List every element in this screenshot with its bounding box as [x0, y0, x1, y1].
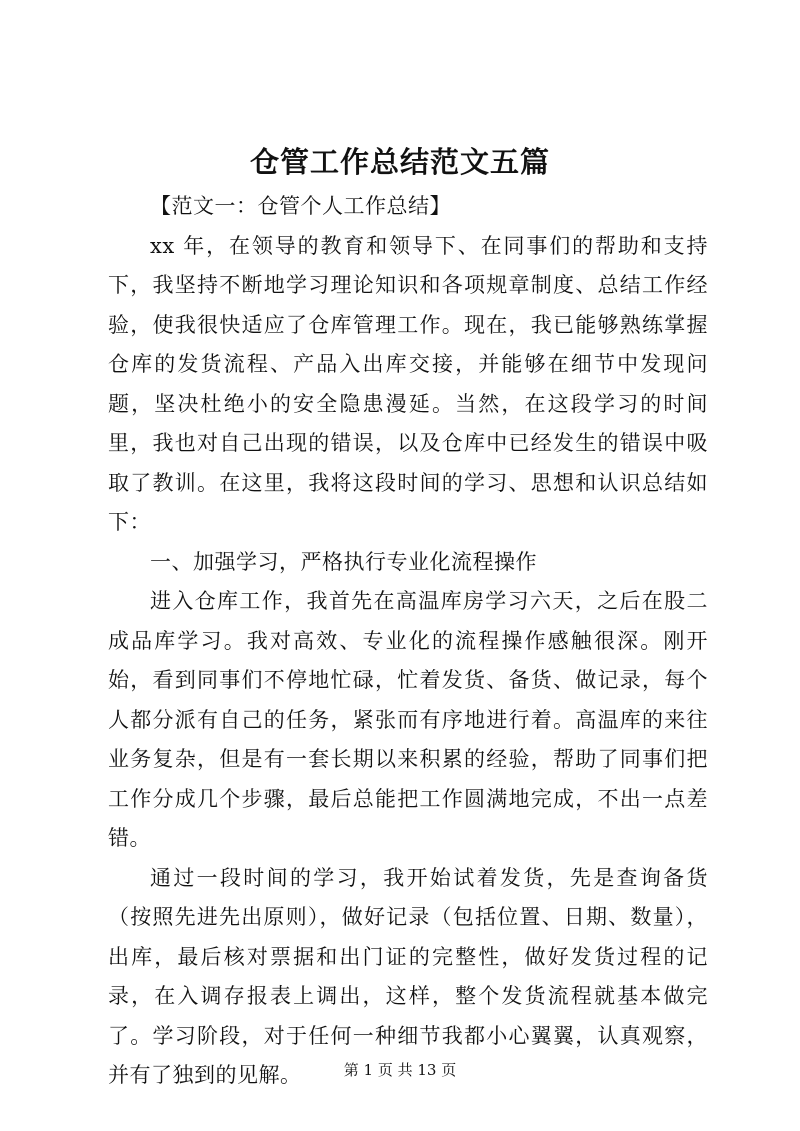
document-title: 仓管工作总结范文五篇 — [249, 145, 550, 179]
paragraph: 进入仓库工作，我首先在高温库房学习六天，之后在股二成品库学习。我对高效、专业化的流程操作感触很深。刚开始，看到同事们不停地忙碌，忙着发货、备货、做记录，每个人都分派有自己的任务，紧张而有序地进行着。高温库的来往业务复杂，但是有一套长期以来积累的经验，帮助了同事们把工作分成几个步骤，最后总能把工作圆满地完成，不出一点差错。 — [108, 589, 708, 850]
document-body — [108, 187, 708, 1096]
paragraph: 通过一段时间的学习，我开始试着发货，先是查询备货（按照先进先出原则），做好记录（包括位置、日期、数量），出库，最后核对票据和出门证的完整性，做好发货过程的记录，在入调存报表上调出，这样，整个发货流程就基本做完了。学习阶段，对于任何一种细节我都小心翼翼，认真观察，并有了独到的见解。 — [108, 865, 708, 1087]
paragraph: xx 年，在领导的教育和领导下、在同事们的帮助和支持下，我坚持不断地学习理论知识和各项规章制度、总结工作经验，使我很快适应了仓库管理工作。现在，我已能够熟练掌握仓库的发货流程、产品入出库交接，并能够在细节中发现问题，坚决杜绝小的安全隐患漫延。当然，在这段学习的时间里，我也对自己出现的错误，以及仓库中已经发生的错误中吸取了教训。在这里，我将这段时间的学习、思想和认识总结如下： — [108, 233, 708, 534]
page-footer: 第 1 页 共 13 页 — [343, 1061, 457, 1079]
section-heading: 【范文一：仓管个人工作总结】 — [150, 194, 451, 218]
subheading: 一、加强学习，严格执行专业化流程操作 — [150, 549, 537, 574]
